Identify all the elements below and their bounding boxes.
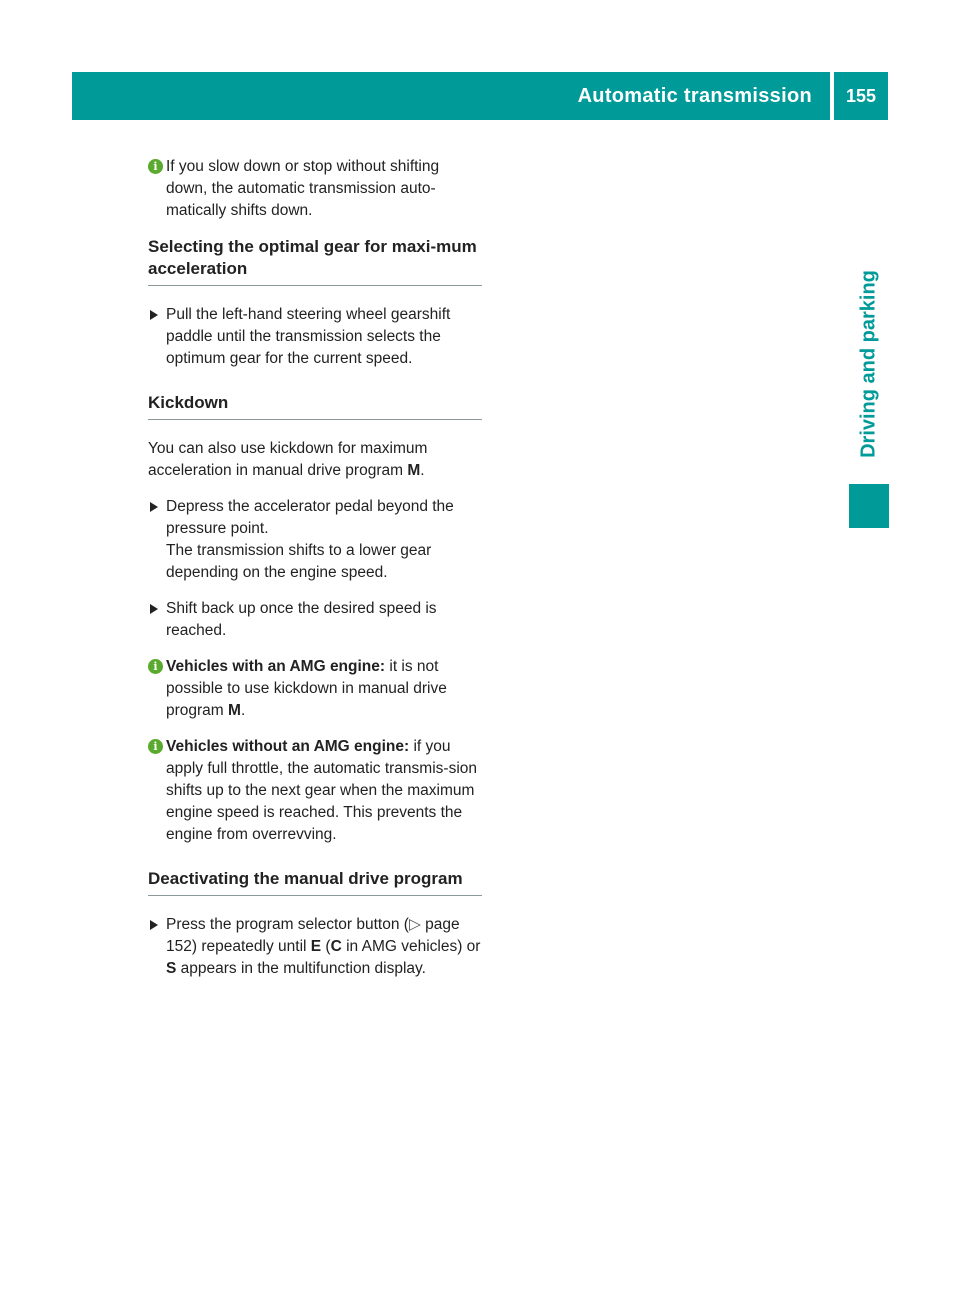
arrow-icon (150, 502, 158, 512)
page-content (148, 156, 482, 994)
info-note (148, 156, 482, 222)
kickdown-intro: You can also use kickdown for maximum acceleration in manual drive program M. (148, 440, 428, 479)
page-header (72, 72, 888, 120)
section-heading-kickdown: Kickdown (148, 392, 482, 420)
arrow-icon (150, 310, 158, 320)
info-icon: i (148, 739, 163, 754)
instruction-step (148, 598, 482, 642)
side-tab-marker (849, 484, 889, 528)
info-note: i Vehicles with an AMG engine: it is not possible to use kickdown in manual drive program M. (148, 656, 482, 722)
instruction-step (148, 304, 482, 370)
instruction-step (148, 496, 482, 584)
info-icon: i (148, 159, 163, 174)
info-icon: i (148, 659, 163, 674)
step-result: The transmission shifts to a lower gear depending on the engine speed. (166, 542, 432, 581)
side-tab-label: Driving and parking (857, 270, 880, 458)
page-number: 155 (845, 86, 877, 106)
side-tab (849, 250, 889, 478)
section-heading-optimal-gear: Selecting the optimal gear for maxi-mum acceleration (148, 236, 482, 286)
header-title: Automatic transmission (577, 85, 812, 107)
arrow-icon (150, 920, 158, 930)
step-text: Shift back up once the desired speed is reached. (166, 600, 437, 639)
step-text: Pull the left-hand steering wheel gearshift paddle until the transmission selects the optimum gear for the current speed. (166, 306, 451, 367)
section-heading-deactivating: Deactivating the manual drive program (148, 868, 482, 896)
page-ref-link[interactable]: page 152) repeatedly until (166, 916, 460, 955)
note-text: If you slow down or stop without shifting down, the automatic transmission auto-matically shifts down. (166, 158, 440, 219)
instruction-step: Press the program selector button (▷ page 152) repeatedly until E (C in AMG vehicles) or S appears in the multifunction display. (148, 914, 482, 980)
step-text: Depress the accelerator pedal beyond the pressure point. (166, 498, 454, 537)
arrow-icon (150, 604, 158, 614)
info-note: i Vehicles without an AMG engine: if you apply full throttle, the automatic transmis-sion shifts up to the next gear when the maximum engine speed is reached. This prevents the engine from overrevving. (148, 736, 482, 846)
page-ref-icon: ▷ (408, 916, 421, 933)
